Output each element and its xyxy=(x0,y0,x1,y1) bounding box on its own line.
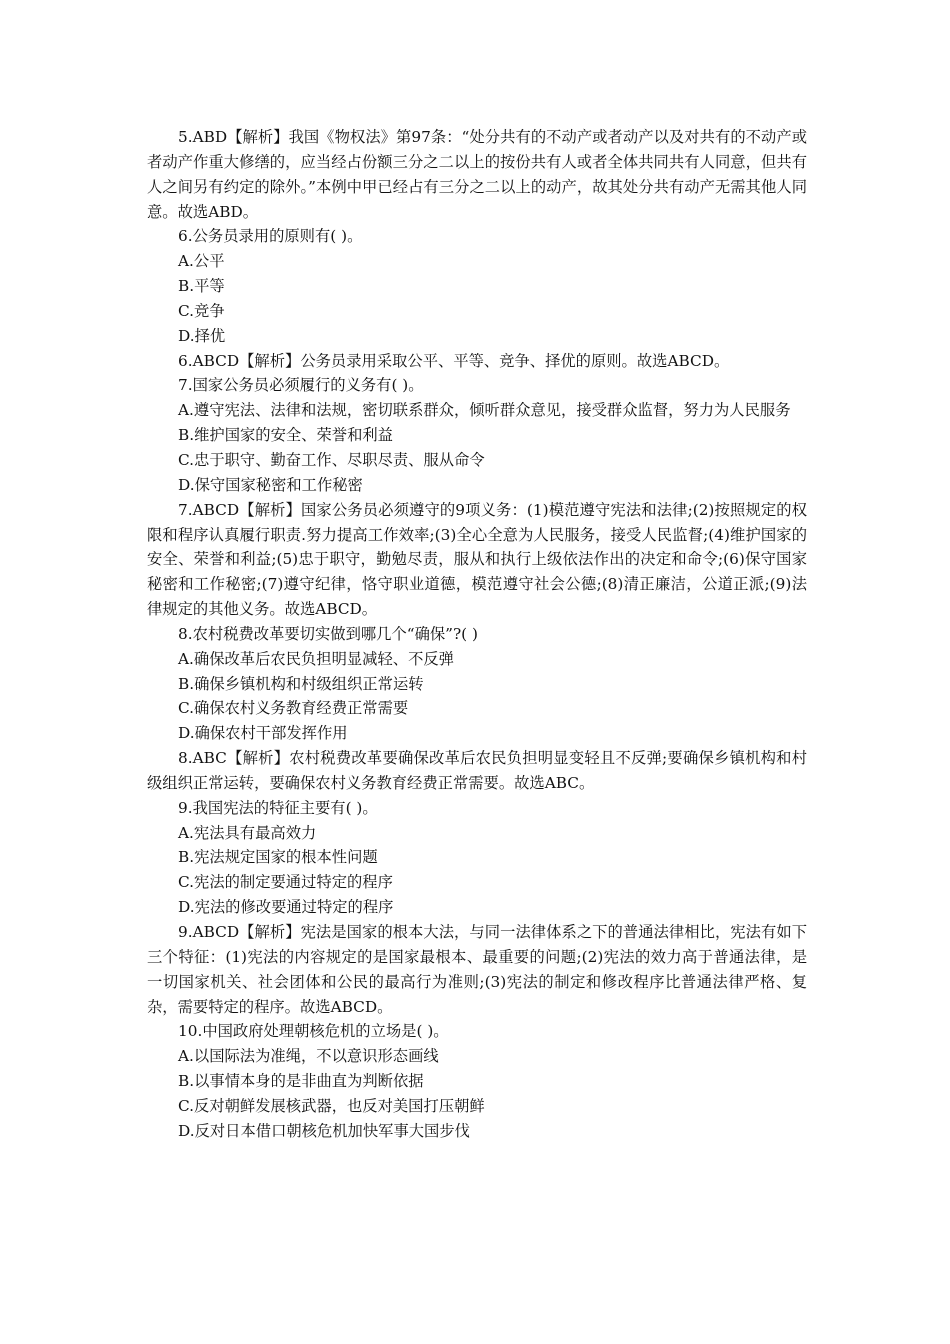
paragraph: 8.农村税费改革要切实做到哪几个“确保”?( ) xyxy=(178,624,478,643)
document-body xyxy=(147,125,807,1144)
paragraph: B.以事情本身的是非曲直为判断依据 xyxy=(178,1072,424,1091)
paragraph: D.确保农村干部发挥作用 xyxy=(178,724,348,743)
paragraph: 9.ABCD【解析】宪法是国家的根本大法，与同一法律体系之下的普通法律相比，宪法有如下三个特征：(1)宪法的内容规定的是国家最根本、最重要的问题;(2)宪法的效力高于普通法律，是一切国家机关、社会团体和公民的最高行为准则;(3)宪法的制定和修改程序比普通法律严格、复杂，需要特定的程序。故选ABCD。 xyxy=(147,923,807,1016)
paragraph: D.保守国家秘密和工作秘密 xyxy=(178,475,363,494)
paragraph: B.平等 xyxy=(178,277,225,296)
paragraph: 8.ABC【解析】农村税费改革要确保改革后农民负担明显变轻且不反弹;要确保乡镇机构和村级组织正常运转，要确保农村义务教育经费正常需要。故选ABC。 xyxy=(147,749,807,792)
paragraph: C.宪法的制定要通过特定的程序 xyxy=(178,873,393,892)
paragraph: D.择优 xyxy=(178,326,226,345)
paragraph: A.以国际法为准绳，不以意识形态画线 xyxy=(178,1047,439,1066)
paragraph: B.维护国家的安全、荣誉和利益 xyxy=(178,426,393,445)
paragraph: B.确保乡镇机构和村级组织正常运转 xyxy=(178,674,424,693)
paragraph: C.竞争 xyxy=(178,301,225,320)
paragraph: B.宪法规定国家的根本性问题 xyxy=(178,848,378,867)
paragraph: C.反对朝鲜发展核武器，也反对美国打压朝鲜 xyxy=(178,1096,485,1115)
paragraph: A.确保改革后农民负担明显减轻、不反弹 xyxy=(178,649,454,668)
paragraph: 5.ABD【解析】我国《物权法》第97条：“处分共有的不动产或者动产以及对共有的不动产或者动产作重大修缮的，应当经占份额三分之二以上的按份共有人或者全体共同共有人同意，但共有人之间另有约定的除外。”本例中甲已经占有三分之二以上的动产，故其处分共有动产无需其他人同意。故选ABD。 xyxy=(147,128,807,221)
paragraph: 6.ABCD【解析】公务员录用采取公平、平等、竞争、择优的原则。故选ABCD。 xyxy=(178,351,730,370)
paragraph: A.宪法具有最高效力 xyxy=(178,823,317,842)
paragraph: 9.我国宪法的特征主要有( )。 xyxy=(178,798,378,817)
paragraph: A.公平 xyxy=(178,252,225,271)
paragraph: 10.中国政府处理朝核危机的立场是( )。 xyxy=(178,1022,449,1041)
paragraph: D.反对日本借口朝核危机加快军事大国步伐 xyxy=(178,1121,470,1140)
paragraph: C.忠于职守、勤奋工作、尽职尽责、服从命令 xyxy=(178,450,485,469)
paragraph: 6.公务员录用的原则有( )。 xyxy=(178,227,363,246)
paragraph: D.宪法的修改要通过特定的程序 xyxy=(178,898,394,917)
paragraph: A.遵守宪法、法律和法规，密切联系群众，倾听群众意见，接受群众监督，努力为人民服务 xyxy=(178,401,791,420)
paragraph: 7.ABCD【解析】国家公务员必须遵守的9项义务：(1)模范遵守宪法和法律;(2)按照规定的权限和程序认真履行职责.努力提高工作效率;(3)全心全意为人民服务，接受人民监督;(4)维护国家的安全、荣誉和利益;(5)忠于职守，勤勉尽责，服从和执行上级依法作出的决定和命令;(6)保守国家秘密和工作秘密;(7)遵守纪律，恪守职业道德，模范遵守社会公德;(8)清正廉洁，公道正派;(9)法律规定的其他义务。故选ABCD。 xyxy=(147,500,807,619)
paragraph: 7.国家公务员必须履行的义务有( )。 xyxy=(178,376,424,395)
paragraph: C.确保农村义务教育经费正常需要 xyxy=(178,699,409,718)
